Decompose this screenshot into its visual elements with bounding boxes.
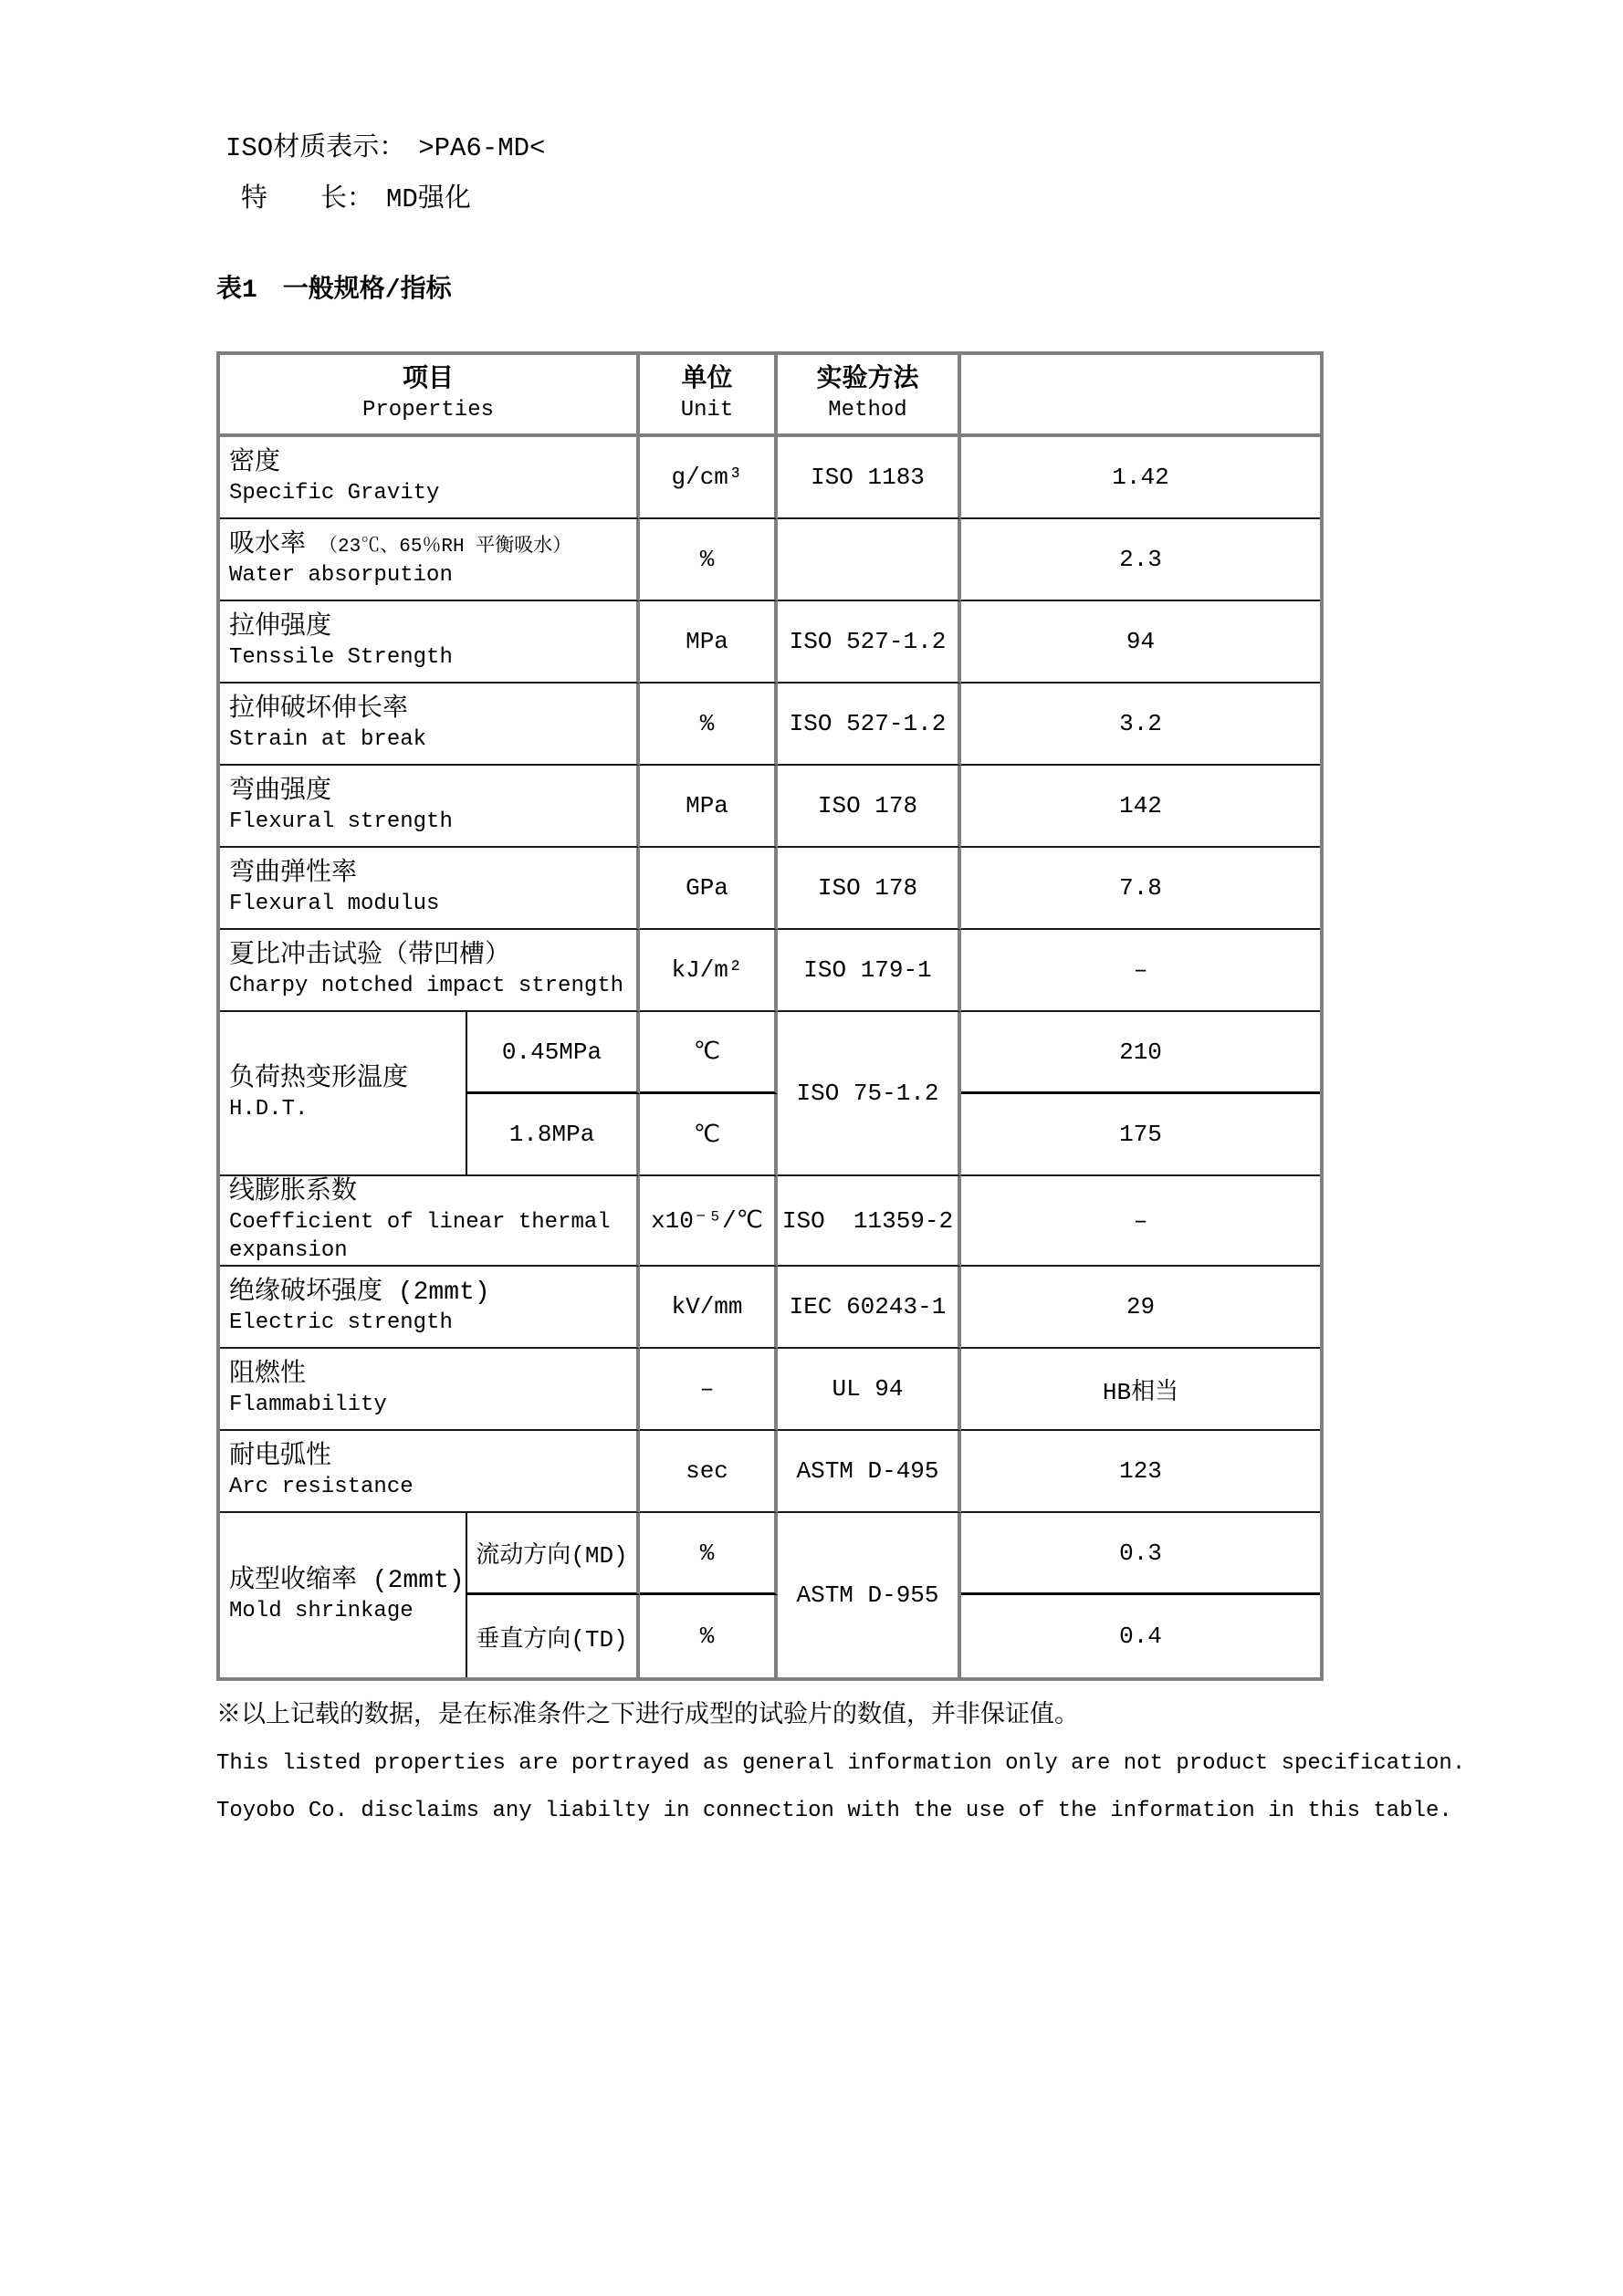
property-en: Mold shrinkage xyxy=(229,1599,414,1624)
table-row xyxy=(220,1349,1320,1431)
unit-cell: % xyxy=(640,519,778,601)
table-row xyxy=(220,437,1320,519)
property-en: Arc resistance xyxy=(229,1475,414,1500)
property-cn: 弯曲弹性率 xyxy=(229,859,358,888)
method-cell: ISO 527-1.2 xyxy=(778,684,961,766)
value-cell: 123 xyxy=(961,1431,1320,1513)
property-en: Flexural strength xyxy=(229,809,453,834)
table-header-row xyxy=(220,355,1320,437)
unit-cell: sec xyxy=(640,1431,778,1513)
property-cn: 绝缘破坏强度 (2mmt) xyxy=(229,1278,490,1308)
method-cell: ISO 178 xyxy=(778,848,961,930)
table-row xyxy=(220,848,1320,930)
header-properties-cn: 项目 xyxy=(402,365,454,394)
header-unit-cn: 单位 xyxy=(681,365,733,394)
property-cell-mold-shrinkage xyxy=(220,1513,467,1677)
property-cell-electric-strength xyxy=(220,1267,640,1349)
method-cell: ISO 1183 xyxy=(778,437,961,519)
property-cn: 夏比冲击试验（带凹槽） xyxy=(229,941,511,970)
method-cell: ISO 527-1.2 xyxy=(778,601,961,684)
method-cell xyxy=(778,519,961,601)
property-en: Strain at break xyxy=(229,726,427,752)
property-en: Electric strength xyxy=(229,1310,453,1336)
unit-cell: ℃ xyxy=(640,1012,778,1094)
iso-material-value: >PA6-MD< xyxy=(418,133,546,163)
condition-cell: 垂直方向(TD) xyxy=(467,1595,640,1677)
footnote-en-1: This listed properties are portrayed as general information only are not product specification. xyxy=(216,1751,1466,1776)
property-cn-note: （23℃、65％RH 平衡吸水） xyxy=(319,536,572,558)
unit-cell: x10⁻⁵/℃ xyxy=(640,1176,778,1267)
unit-cell: GPa xyxy=(640,848,778,930)
property-en: Flammability xyxy=(229,1393,387,1418)
property-cn: 阻燃性 xyxy=(229,1361,307,1390)
property-cn-main: 吸水率 xyxy=(229,530,307,559)
property-cn: 线膨胀系数 xyxy=(229,1178,358,1206)
header-method-cn: 实验方法 xyxy=(816,365,919,394)
value-cell: 142 xyxy=(961,766,1320,848)
unit-cell: g/cm³ xyxy=(640,437,778,519)
property-en: Water absorpution xyxy=(229,562,453,588)
feature-label: 特 长： xyxy=(241,184,374,214)
header-method xyxy=(778,355,961,437)
property-en: Tenssile Strength xyxy=(229,644,453,670)
header-properties-en: Properties xyxy=(361,397,495,423)
method-cell: ISO 75-1.2 xyxy=(778,1012,961,1176)
footnote-en-2: Toyobo Co. disclaims any liabilty in connection with the use of the information in this table. xyxy=(216,1799,1452,1823)
unit-cell: MPa xyxy=(640,601,778,684)
unit-cell: % xyxy=(640,684,778,766)
table-row xyxy=(220,601,1320,684)
property-cell-hdt xyxy=(220,1012,467,1176)
method-cell: ISO 11359-2 xyxy=(778,1176,961,1267)
header-unit-en: Unit xyxy=(680,397,734,423)
unit-cell: % xyxy=(640,1595,778,1677)
property-cell-tensile-strength xyxy=(220,601,640,684)
header-unit xyxy=(640,355,778,437)
property-cell-specific-gravity xyxy=(220,437,640,519)
property-en: Coefficient of linear thermal expansion xyxy=(229,1210,611,1264)
value-cell: 2.3 xyxy=(961,519,1320,601)
table-row xyxy=(220,1176,1320,1267)
value-cell: 175 xyxy=(961,1094,1320,1176)
value-cell: 94 xyxy=(961,601,1320,684)
property-cell-water-absorption xyxy=(220,519,640,601)
value-cell: 7.8 xyxy=(961,848,1320,930)
table-row xyxy=(220,1513,1320,1595)
property-cell-strain-at-break xyxy=(220,684,640,766)
value-cell: 0.3 xyxy=(961,1513,1320,1595)
properties-table xyxy=(216,351,1324,1681)
table-row xyxy=(220,519,1320,601)
header-value xyxy=(961,355,1320,437)
table-row xyxy=(220,1012,1320,1094)
property-cn: 拉伸强度 xyxy=(229,612,332,642)
feature-value: MD强化 xyxy=(386,184,471,214)
table-row xyxy=(220,930,1320,1012)
value-cell: 29 xyxy=(961,1267,1320,1349)
table-row xyxy=(220,1267,1320,1349)
property-cn: 弯曲强度 xyxy=(229,777,332,806)
property-cn: 负荷热变形温度 xyxy=(229,1064,409,1093)
method-cell: ISO 178 xyxy=(778,766,961,848)
method-cell: ASTM D-495 xyxy=(778,1431,961,1513)
property-en: Charpy notched impact strength xyxy=(229,973,624,998)
header-method-en: Method xyxy=(828,397,907,423)
property-cell-flexural-strength xyxy=(220,766,640,848)
property-cn: 密度 xyxy=(229,448,281,477)
unit-cell: ℃ xyxy=(640,1094,778,1176)
unit-cell: kV/mm xyxy=(640,1267,778,1349)
value-cell: – xyxy=(961,930,1320,1012)
property-cn: 耐电弧性 xyxy=(229,1443,332,1472)
property-cell-arc-resistance xyxy=(220,1431,640,1513)
value-cell: HB相当 xyxy=(961,1349,1320,1431)
property-cell-flammability xyxy=(220,1349,640,1431)
unit-cell: – xyxy=(640,1349,778,1431)
value-cell: 3.2 xyxy=(961,684,1320,766)
property-en: Flexural modulus xyxy=(229,891,440,916)
unit-cell: MPa xyxy=(640,766,778,848)
property-cn xyxy=(229,529,636,561)
value-cell: 0.4 xyxy=(1119,1623,1162,1651)
condition-cell: 0.45MPa xyxy=(467,1012,640,1094)
condition-cell: 流动方向(MD) xyxy=(467,1513,640,1595)
table-row xyxy=(220,766,1320,848)
iso-material-line xyxy=(225,126,545,163)
property-en: H.D.T. xyxy=(229,1096,309,1122)
method-cell: UL 94 xyxy=(778,1349,961,1431)
value-cell: 210 xyxy=(961,1012,1320,1094)
method-cell: IEC 60243-1 xyxy=(778,1267,961,1349)
property-en: Specific Gravity xyxy=(229,480,440,506)
header-properties xyxy=(220,355,640,437)
unit-cell: kJ/m² xyxy=(640,930,778,1012)
property-cell-thermal-expansion xyxy=(220,1176,640,1267)
table-row xyxy=(220,1431,1320,1513)
value-cell: 1.42 xyxy=(961,437,1320,519)
property-cell-flexural-modulus xyxy=(220,848,640,930)
condition-cell: 1.8MPa xyxy=(467,1094,640,1176)
unit-cell: % xyxy=(640,1513,778,1595)
footnote-cn: ※以上记载的数据，是在标准条件之下进行成型的试验片的数值，并非保证值。 xyxy=(216,1703,1079,1730)
table-title: 表1 一般规格/指标 xyxy=(216,277,452,305)
method-cell: ISO 179-1 xyxy=(778,930,961,1012)
iso-material-label: ISO材质表示： xyxy=(225,133,406,163)
property-cell-charpy-impact xyxy=(220,930,640,1012)
value-cell: – xyxy=(961,1176,1320,1267)
footnotes xyxy=(216,1694,1465,1846)
method-cell: ASTM D-955 xyxy=(778,1513,961,1677)
feature-line xyxy=(241,177,471,214)
property-cn: 成型收缩率 (2mmt) xyxy=(229,1567,465,1596)
table-row xyxy=(220,684,1320,766)
property-cn: 拉伸破坏伸长率 xyxy=(229,694,409,724)
